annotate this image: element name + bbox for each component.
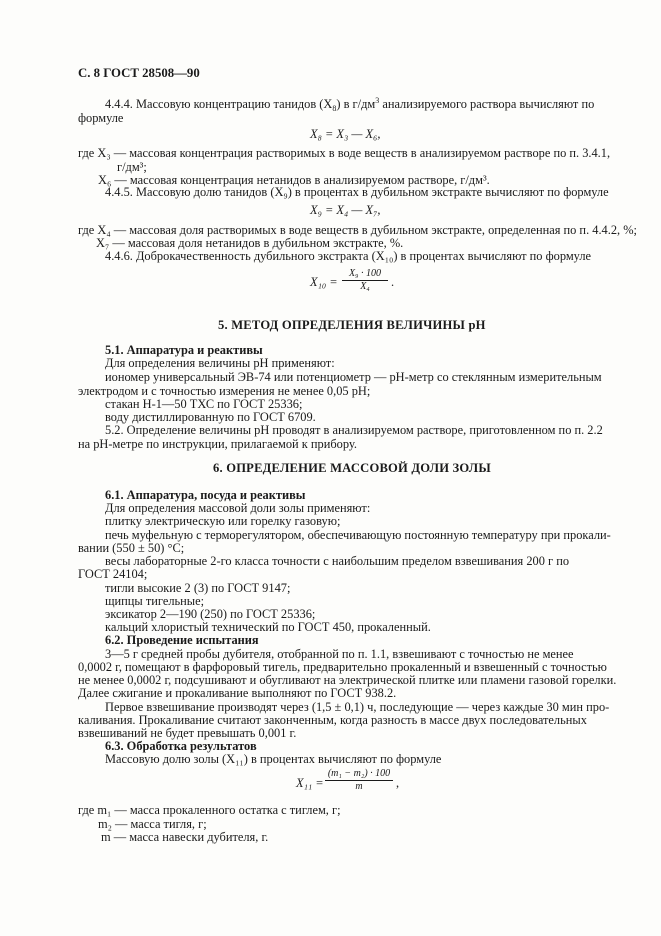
subsection-6-2: 6.2. Проведение испытания [105, 633, 259, 647]
s5-line3: электродом и с точностью измерения не менее 0,05 pH; [78, 384, 371, 398]
formula-x9: X₉ = X₄ — X₇, [310, 203, 381, 217]
s6-line18: Массовую долю золы (X₁₁) в процентах вычисляют по формуле [105, 752, 442, 766]
formula-x10-numerator: X₉ · 100 [348, 268, 382, 279]
formula-x10-fraction [342, 268, 388, 293]
where-m1: где m₁ — масса прокаленного остатка с тиглем, г; [78, 803, 341, 817]
s6-line5: весы лабораторные 2-го класса точности с наибольшим пределом взвешивания 200 г по [105, 554, 570, 568]
para-446-line1: 4.4.6. Доброкачественность дубильного экстракта (X₁₀) в процентах вычисляют по формуле [105, 249, 592, 263]
s6-line2: плитку электрическую или горелку газовую; [105, 514, 341, 528]
para-444-line1 [105, 97, 594, 112]
subsection-6-1: 6.1. Аппаратура, посуда и реактивы [105, 488, 306, 502]
where-m2: m₂ — масса тигля, г; [98, 817, 207, 831]
formula-x11-denominator: m [355, 781, 363, 792]
sup-3: 3 [375, 96, 380, 105]
s6-line12: 0,0002 г, помещают в фарфоровый тигель, предварительно прокаленный и взвешенный с точностью [78, 660, 607, 674]
s6-line14: Далее сжигание и прокаливание выполняют по ГОСТ 938.2. [78, 686, 397, 700]
s6-line9: эксикатор 2—190 (250) по ГОСТ 25336; [105, 607, 316, 621]
s6-line8: щипцы тигельные; [105, 594, 205, 608]
where-m: m — масса навески дубителя, г. [101, 830, 269, 844]
s6-line13: не менее 0,0002 г, подсушивают и обугливают на электрической плитке или пламени газовой горелки. [78, 673, 617, 687]
s6-line11: 3—5 г средней пробы дубителя, отобранной по п. 1.1, взвешивают с точностью не менее [105, 647, 574, 661]
s6-line16: каливания. Прокаливание считают законченным, когда разность в массе двух последовательных [78, 713, 587, 727]
para-444-text2: ) в г/дм [336, 97, 376, 111]
where-x3: где X₃ — массовая концентрация растворимых в воде веществ в анализируемом растворе по п. 3.4.1, [78, 146, 611, 160]
formula-x11-fraction [325, 768, 393, 793]
para-444-text3: анализируемого раствора вычисляют по [379, 97, 595, 111]
s5-line6: 5.2. Определение величины pH проводят в анализируемом растворе, приготовленном по п. 2.2 [105, 423, 603, 437]
where-x3-unit: г/дм³; [117, 160, 147, 174]
s6-line4: вании (550 ± 50) °С; [78, 541, 185, 555]
s6-line17: взвешиваний не будет превышать 0,001 г. [78, 726, 297, 740]
where-x4: где X₄ — массовая доля растворимых в воде веществ в дубильном экстракте, определенная по п. 4.4.2, %; [78, 223, 637, 237]
subsection-6-3: 6.3. Обработка результатов [105, 739, 257, 753]
s5-line7: на pH-метре по инструкции, прилагаемой к прибору. [78, 437, 357, 451]
s5-line4: стакан Н-1—50 ТХС по ГОСТ 25336; [105, 397, 303, 411]
para-445-line1: 4.4.5. Массовую долю танидов (X₉) в процентах в дубильном экстракте вычисляют по формуле [105, 185, 609, 199]
s5-line1: Для определения величины pH применяют: [105, 356, 335, 370]
s6-line15: Первое взвешивание производят через (1,5 ± 0,1) ч, последующие — через каждые 30 мин про- [105, 700, 610, 714]
s6-line1: Для определения массовой доли золы применяют: [105, 501, 371, 515]
running-head: С. 8 ГОСТ 28508—90 [78, 66, 200, 80]
formula-x10-lhs: X₁₀ = [310, 275, 338, 289]
s6-line3: печь муфельную с терморегулятором, обеспечивающую постоянную температуру при прокали- [105, 528, 611, 542]
formula-x11-lhs: X₁₁ = [296, 776, 324, 790]
s5-line5: воду дистиллированную по ГОСТ 6709. [105, 410, 316, 424]
section-5-title: 5. МЕТОД ОПРЕДЕЛЕНИЯ ВЕЛИЧИНЫ pH [218, 318, 486, 332]
where-x7: X₇ — массовая доля нетанидов в дубильном экстракте, %. [96, 236, 404, 250]
sub-8: 8 [332, 104, 337, 113]
formula-x10-tail: . [391, 275, 395, 289]
s6-line6: ГОСТ 24104; [78, 567, 148, 581]
section-6-title: 6. ОПРЕДЕЛЕНИЕ МАССОВОЙ ДОЛИ ЗОЛЫ [213, 461, 491, 475]
s6-line7: тигли высокие 2 (3) по ГОСТ 9147; [105, 581, 291, 595]
para-444-line2: формуле [78, 111, 124, 125]
subsection-5-1: 5.1. Аппаратура и реактивы [105, 343, 263, 357]
s5-line2: иономер универсальный ЭВ-74 или потенциометр — pH-метр со стеклянным измерительным [105, 370, 602, 384]
s6-line10: кальций хлористый технический по ГОСТ 450, прокаленный. [105, 620, 431, 634]
formula-x11-tail: , [396, 776, 400, 790]
formula-x10-denominator: X₄ [360, 281, 370, 292]
where-x6: X₆ — массовая концентрация нетанидов в анализируемом растворе, г/дм³. [98, 173, 490, 187]
formula-x8: X₈ = X₃ — X₆, [310, 127, 381, 141]
formula-x11-numerator: (m₁ − m₂) · 100 [327, 768, 391, 779]
para-444-text: 4.4.4. Массовую концентрацию танидов (Х [105, 97, 333, 111]
